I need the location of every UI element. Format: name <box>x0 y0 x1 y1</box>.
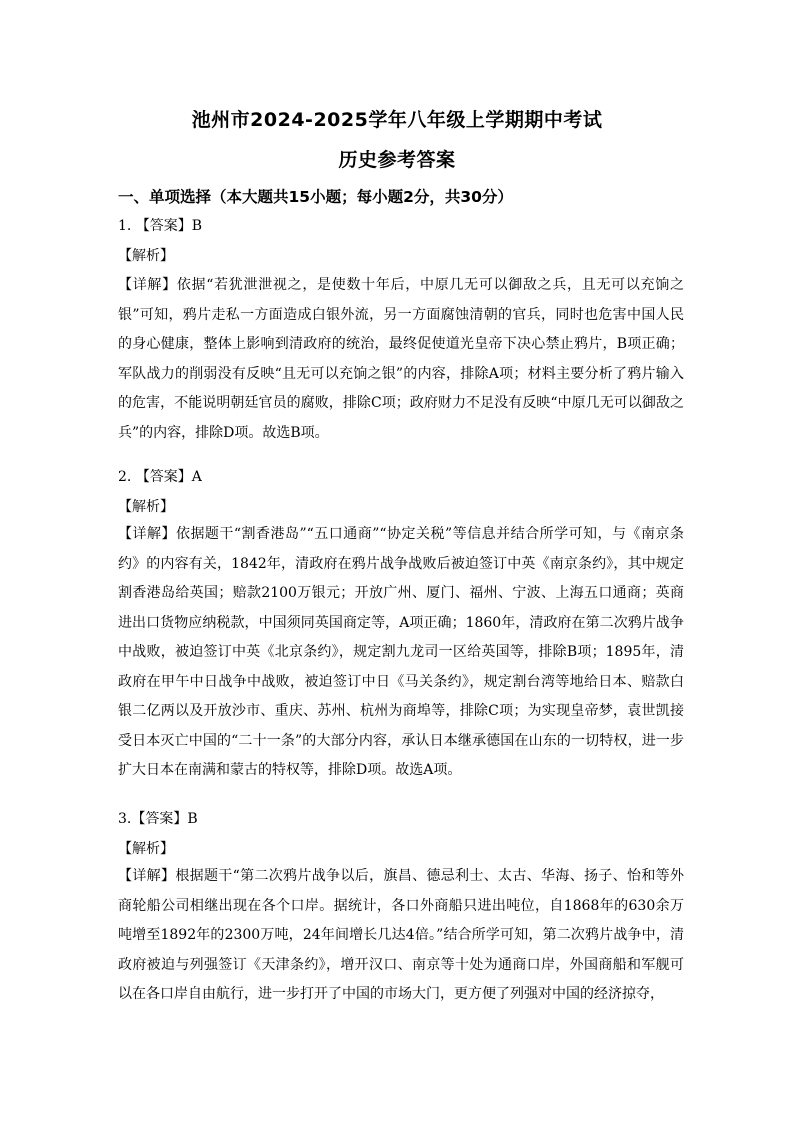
section-heading: 一、单项选择（本大题共15小题；每小题2分，共30分） <box>118 188 513 206</box>
analysis-label-1: 【解析】 <box>118 248 174 264</box>
document-subtitle: 历史参考答案 <box>338 149 456 171</box>
answer-line-3: 3.【答案】B <box>118 811 198 827</box>
answer-line-1: 1. 【答案】B <box>118 218 203 234</box>
detail-paragraph-3: 【详解】根据题干“第二次鸦片战争以后，旗昌、德忌利士、太古、华海、扬子、怡和等外商轮船公司相继出现在各个口岸。据统计，各口外商船只进出吨位，自1868年的630余万吨增至1892年的2300万吨，24年间增长几达4倍。”结合所学可知，第二次鸦片战争中，清政府被迫与列强签订《天津条约》，增开汉口、南京等十处为通商口岸，外国商船和军舰可以在各口岸自由航行，进一步打开了中国的市场大门，更方便了列强对中国的经济掠夺， <box>118 868 684 1002</box>
answer-line-2: 2. 【答案】A <box>118 469 202 485</box>
analysis-label-2: 【解析】 <box>118 499 174 515</box>
detail-paragraph-2: 【详解】依据题干“割香港岛”“五口通商”“协定关税”等信息并结合所学可知，与《南京条约》的内容有关，1842年，清政府在鸦片战争战败后被迫签订中英《南京条约》，其中规定割香港岛给英国；赔款2100万银元；开放广州、厦门、福州、宁波、上海五口通商；英商进出口货物应纳税款，中国须同英国商定等，A项正确；1860年，清政府在第二次鸦片战争中战败，被迫签订中英《北京条约》，规定割九龙司一区给英国等，排除B项；1895年，清政府在甲午中日战争中战败，被迫签订中日《马关条约》，规定割台湾等地给日本、赔款白银二亿两以及开放沙市、重庆、苏州、杭州为商埠等，排除C项；为实现皇帝梦，袁世凯接受日本灭亡中国的“二十一条”的大部分内容，承认日本继承德国在山东的一切特权，进一步扩大日本在南满和蒙古的特权等，排除D项。故选A项。 <box>118 526 684 778</box>
detail-paragraph-1: 【详解】依据“若犹泄泄视之，是使数十年后，中原几无可以御敌之兵，且无可以充饷之银”可知，鸦片走私一方面造成白银外流，另一方面腐蚀清朝的官兵，同时也危害中国人民的身心健康，整体上影响到清政府的统治，最终促使道光皇帝下决心禁止鸦片，B项正确；军队战力的削弱没有反映“且无可以充饷之银”的内容，排除A项；材料主要分析了鸦片输入的危害，不能说明朝廷官员的腐败，排除C项；政府财力不足没有反映“中原几无可以御敌之兵”的内容，排除D项。故选B项。 <box>118 277 684 441</box>
analysis-label-3: 【解析】 <box>118 841 174 857</box>
document-title: 池州市2024-2025学年八年级上学期期中考试 <box>191 109 603 131</box>
